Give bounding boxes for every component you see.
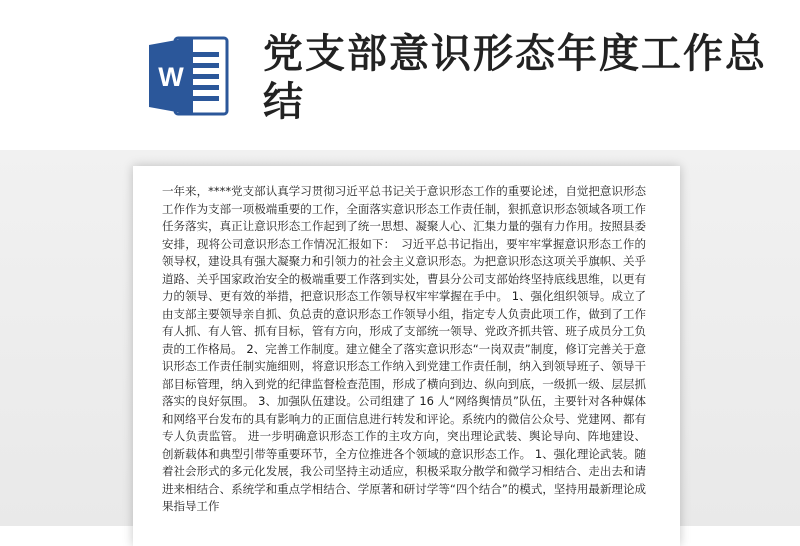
word-icon-graphic — [147, 32, 231, 120]
word-icon-letter: W — [158, 62, 184, 92]
word-icon — [147, 32, 231, 120]
document-title: 党支部意识形态年度工作总结 — [263, 31, 767, 125]
header — [0, 0, 800, 150]
document-body-text: 一年来，****党支部认真学习贯彻习近平总书记关于意识形态工作的重要论述，自觉把意识形态工作作为支部一项极端重要的工作，全面落实意识形态工作责任制，狠抓意识形态领域各项工作任务落实，真正让意识形态工作起到了统一思想、凝聚人心、汇集力量的强有力作用。按照县委安排，现将公司意识形态工作情况汇报如下： 习近平总书记指出，要牢牢掌握意识形态工作的领导权，建设具有强大凝聚力和引领力的社会主义意识形态。为把意识形态这项关乎旗帜、关乎道路、关乎国家政治安全的极端重要工作落到实处，曹县分公司支部始终坚持底线思维，以更有力的领导、更有效的举措，把意识形态工作领导权牢牢掌握在手中。 1、强化组织领导。成立了由支部主要领导亲自抓、负总责的意识形态工作领导小组，指定专人负责此项工作，做到了工作有人抓、有人管、抓有目标，管有方向，形成了支部统一领导、党政齐抓共管、班子成员分工负责的工作格局。 2、完善工作制度。建立健全了落实意识形态“一岗双责”制度，修订完善关于意识形态工作责任制实施细则，将意识形态工作纳入到党建工作责任制，纳入到领导班子、领导干部目标管理，纳入到党的纪律监督检查范围，形成了横向到边、纵向到底，一级抓一级、层层抓落实的良好氛围。 3、加强队伍建设。公司组建了 16 人“网络舆情员”队伍，主要针对各种媒体和网络平台发布的具有影响力的正面信息进行转发和评论。系统内的微信公众号、党建网、都有专人负责监管。 进一步明确意识形态工作的主攻方向，突出理论武装、舆论导向、阵地建设、创新载体和典型引带等重要环节，全方位推进各个领域的意识形态工作。 1、强化理论武装。随着社会形式的多元化发展，我公司坚持主动适应，积极采取分散学和微学习相结合、走出去和请进来相结合、系统学和重点学相结合、学原著和研讨学等“四个结合”的模式，坚持用最新理论成果指导工作 — [162, 184, 646, 513]
